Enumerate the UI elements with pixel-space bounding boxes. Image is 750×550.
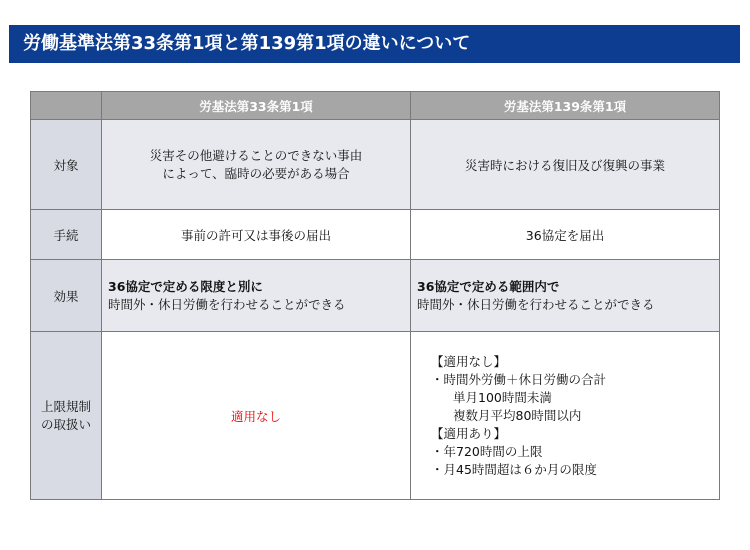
row-label-limit	[31, 332, 102, 500]
limit-line-3: 単月100時間未満	[453, 389, 552, 405]
limit-line-7: ・月45時間超は６か月の限度	[431, 461, 597, 477]
table-row-effect	[31, 260, 720, 332]
page-title: 労働基準法第33条第1項と第139第1項の違いについて	[9, 25, 740, 63]
cell-limit-art33: 適用なし	[102, 332, 411, 500]
cell-target-art33	[102, 120, 411, 210]
limit-line-2: ・時間外労働＋休日労働の合計	[431, 371, 607, 387]
limit-line-4: 複数月平均80時間以内	[453, 407, 582, 423]
table-row-target	[31, 120, 720, 210]
cell-target-art33-line1: 災害その他避けることのできない事由	[149, 147, 363, 163]
header-art33: 労基法第33条第1項	[102, 92, 411, 120]
comparison-table	[30, 91, 720, 500]
cell-procedure-art33: 事前の許可又は事後の届出	[102, 210, 411, 260]
table-header-row	[31, 92, 720, 120]
table-row-procedure	[31, 210, 720, 260]
cell-effect-art33-line2: 時間外・休日労働を行わせることができる	[108, 296, 346, 312]
cell-effect-art139	[411, 260, 720, 332]
header-blank	[31, 92, 102, 120]
cell-effect-art139-line2: 時間外・休日労働を行わせることができる	[417, 296, 655, 312]
table-row-limit	[31, 332, 720, 500]
header-art139: 労基法第139条第1項	[411, 92, 720, 120]
cell-effect-art33-line1: 36協定で定める限度と別に	[108, 278, 263, 294]
cell-effect-art33	[102, 260, 411, 332]
limit-line-5: 【適用あり】	[431, 425, 507, 441]
cell-target-art33-line2: によって、臨時の必要がある場合	[162, 165, 350, 181]
row-label-target: 対象	[31, 120, 102, 210]
cell-effect-art139-line1: 36協定で定める範囲内で	[417, 278, 560, 294]
limit-line-1: 【適用なし】	[431, 353, 507, 369]
row-label-procedure: 手続	[31, 210, 102, 260]
limit-line-6: ・年720時間の上限	[431, 443, 543, 459]
row-label-limit-line2: の取扱い	[40, 416, 91, 432]
row-label-effect: 効果	[31, 260, 102, 332]
cell-limit-art139	[411, 332, 720, 500]
cell-target-art139: 災害時における復旧及び復興の事業	[411, 120, 720, 210]
row-label-limit-line1: 上限規制	[40, 398, 91, 414]
cell-procedure-art139: 36協定を届出	[411, 210, 720, 260]
